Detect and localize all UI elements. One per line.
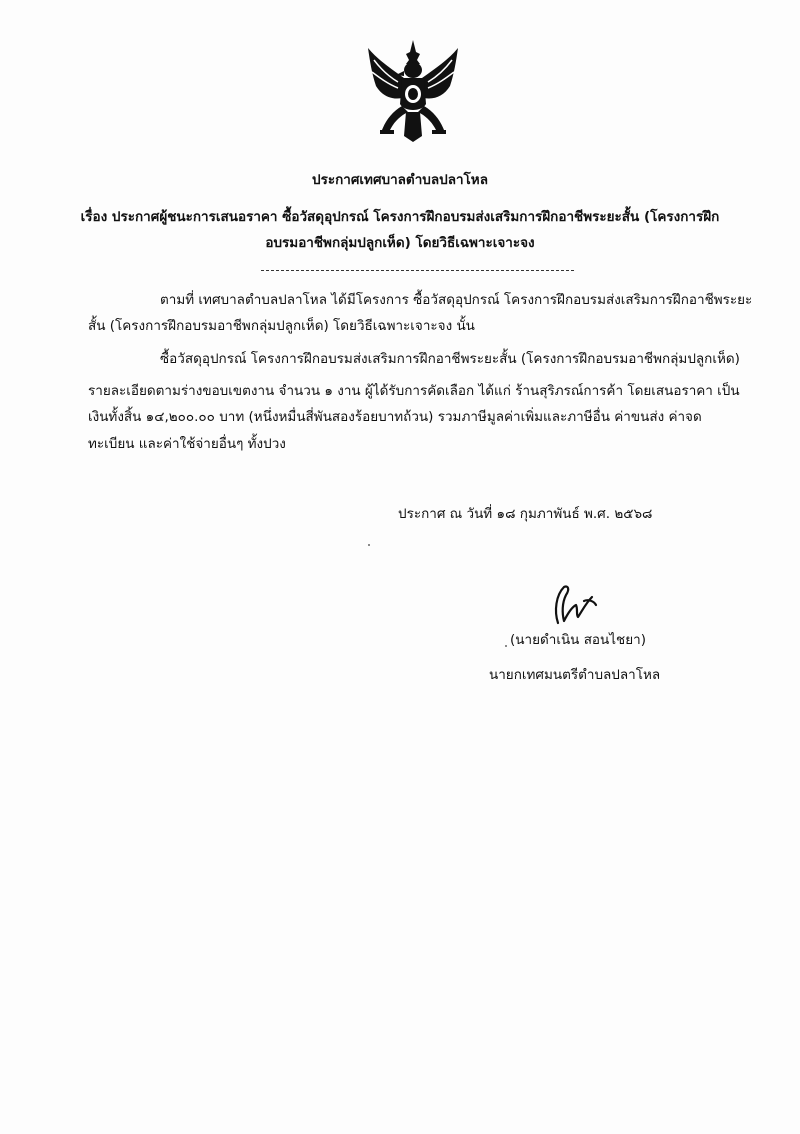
- signatory-name: (นายดำเนิน สอนไชยา): [510, 632, 646, 648]
- subject-line-2: อบรมอาชีพกลุ่มปลูกเห็ด) โดยวิธีเฉพาะเจาะจง: [265, 235, 535, 251]
- paragraph-2-line-3: เงินทั้งสิ้น ๑๔,๒๐๐.๐๐ บาท (หนึ่งหมื่นสี่พันสองร้อยบาทถ้วน) รวมภาษีมูลค่าเพิ่มและภาษีอื่น ค่าขนส่ง ค่าจด: [88, 409, 702, 425]
- paragraph-2-line-2: รายละเอียดตามร่างขอบเขตงาน จำนวน ๑ งาน ผู้ได้รับการคัดเลือก ได้แก่ ร้านสุริภรณ์การค้า โดยเสนอราคา เป็น: [88, 383, 740, 399]
- handwritten-signature-icon: [548, 583, 600, 627]
- paragraph-2-line-4: ทะเบียน และค่าใช้จ่ายอื่นๆ ทั้งปวง: [88, 436, 286, 452]
- signatory-position: นายกเทศมนตรีตำบลปลาโหล: [489, 667, 661, 683]
- garuda-emblem-icon: [360, 38, 466, 148]
- announcement-date: ประกาศ ณ วันที่ ๑๘ กุมภาพันธ์ พ.ศ. ๒๕๖๘: [398, 506, 653, 522]
- scan-speck: [505, 645, 507, 647]
- document-title: ประกาศเทศบาลตำบลปลาโหล: [312, 172, 488, 188]
- paragraph-1-line-1: ตามที่ เทศบาลตำบลปลาโหล ได้มีโครงการ ซื้อวัสดุอุปกรณ์ โครงการฝึกอบรมส่งเสริมการฝึกอาชีพระยะ: [160, 292, 753, 308]
- scan-speck: [368, 544, 370, 546]
- separator-line: [261, 270, 574, 271]
- subject-line-1: เรื่อง ประกาศผู้ชนะการเสนอราคา ซื้อวัสดุอุปกรณ์ โครงการฝึกอบรมส่งเสริมการฝึกอาชีพระยะสั้น (โครงการฝึก: [80, 209, 720, 225]
- paragraph-1-line-2: สั้น (โครงการฝึกอบรมอาชีพกลุ่มปลูกเห็ด) โดยวิธีเฉพาะเจาะจง นั้น: [88, 318, 475, 334]
- paragraph-2-line-1: ซื้อวัสดุอุปกรณ์ โครงการฝึกอบรมส่งเสริมการฝึกอาชีพระยะสั้น (โครงการฝึกอบรมอาชีพกลุ่มปลูกเห็ด): [160, 351, 740, 367]
